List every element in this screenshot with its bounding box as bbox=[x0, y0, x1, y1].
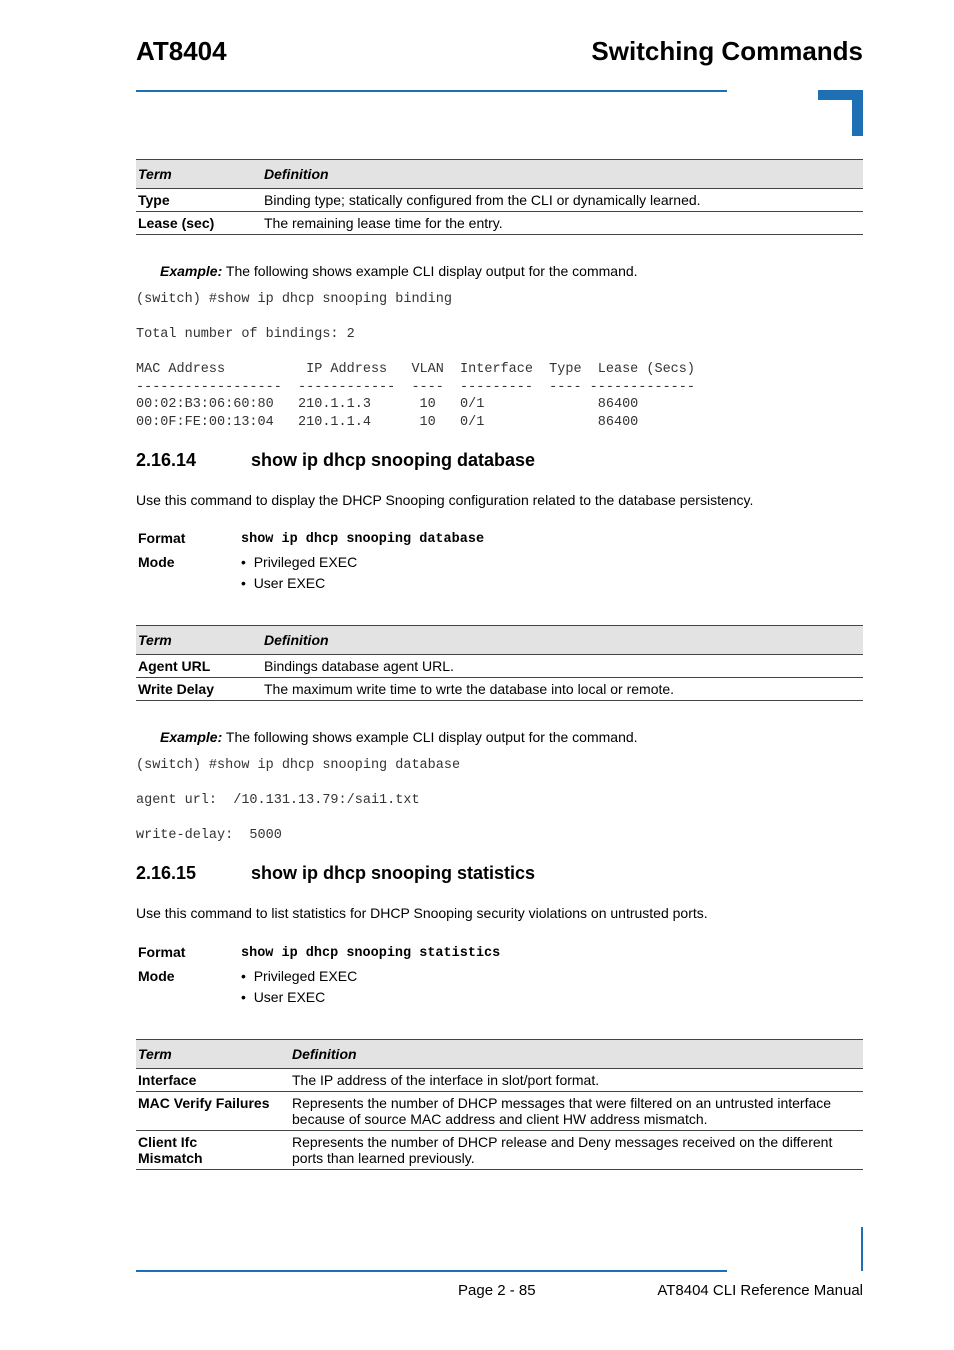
section-title-14: show ip dhcp snooping database bbox=[251, 450, 536, 470]
header-product: AT8404 bbox=[136, 36, 227, 66]
cli-line: 00:0F:FE:00:13:04 210.1.1.4 10 0/1 86400 bbox=[136, 414, 639, 430]
section-title-15: show ip dhcp snooping statistics bbox=[251, 863, 536, 883]
example-text: The following shows example CLI display output for the command. bbox=[222, 263, 638, 279]
cli-line: (switch) #show ip dhcp snooping database bbox=[136, 758, 461, 773]
column-header-term: Term bbox=[136, 1040, 290, 1069]
mode-label: Mode bbox=[138, 968, 175, 984]
cli-line: Total number of bindings: 2 bbox=[136, 327, 355, 342]
footer-page-number: Page 2 - 85 bbox=[458, 1282, 536, 1299]
header-chapter: Switching Commands bbox=[591, 36, 863, 66]
cli-line: MAC Address IP Address VLAN Interface Type Lease (Secs) bbox=[136, 362, 695, 377]
cli-line: 00:02:B3:06:60:80 210.1.1.3 10 0/1 86400 bbox=[136, 397, 639, 412]
term-cell: Client Ifc Mismatch bbox=[136, 1131, 290, 1170]
table-row bbox=[136, 1069, 863, 1092]
definition-table-statistics bbox=[136, 1039, 863, 1170]
cli-line: agent url: /10.131.13.79:/sai1.txt bbox=[136, 793, 420, 808]
term-cell: Type bbox=[136, 189, 262, 212]
mode-item: • Privileged EXEC bbox=[241, 554, 358, 570]
table-row bbox=[136, 189, 863, 212]
definition-cell: The maximum write time to wrte the database into local or remote. bbox=[262, 678, 863, 701]
corner-mark bbox=[818, 90, 863, 136]
footer-rule bbox=[136, 1270, 727, 1272]
format-command: show ip dhcp snooping statistics bbox=[241, 946, 501, 961]
cli-line bbox=[136, 344, 695, 362]
definition-cell: Represents the number of DHCP release and Deny messages received on the different ports than learned previously. bbox=[290, 1131, 863, 1170]
example-caption bbox=[160, 263, 638, 279]
definition-table-binding bbox=[136, 159, 863, 235]
term-cell: MAC Verify Failures bbox=[136, 1092, 290, 1131]
table-row bbox=[136, 678, 863, 701]
example-label: Example: bbox=[160, 263, 223, 279]
table-row bbox=[136, 1092, 863, 1131]
example-label: Example: bbox=[160, 729, 223, 745]
format-command: show ip dhcp snooping database bbox=[241, 532, 485, 547]
definition-cell: Represents the number of DHCP messages that were filtered on an untrusted interface because of source MAC address and client HW address mismatch. bbox=[290, 1092, 863, 1131]
cli-line bbox=[136, 309, 695, 327]
definition-cell: The IP address of the interface in slot/port format. bbox=[290, 1069, 863, 1092]
cli-output-binding bbox=[136, 291, 695, 431]
table-header-row bbox=[136, 626, 863, 655]
cli-line: write-delay: 5000 bbox=[136, 828, 282, 843]
section-description-14: Use this command to display the DHCP Snooping configuration related to the database persistency. bbox=[136, 492, 754, 508]
table-row bbox=[136, 1131, 863, 1170]
cli-line: ------------------ ------------ ---- --------- ---- ------------- bbox=[136, 379, 695, 395]
definition-cell: The remaining lease time for the entry. bbox=[262, 212, 863, 235]
mode-item: • User EXEC bbox=[241, 575, 326, 591]
footer-manual-title: AT8404 CLI Reference Manual bbox=[657, 1282, 863, 1299]
mode-item: • Privileged EXEC bbox=[241, 968, 358, 984]
format-label: Format bbox=[138, 530, 186, 546]
column-header-definition: Definition bbox=[290, 1040, 863, 1069]
mode-label: Mode bbox=[138, 554, 175, 570]
table-row bbox=[136, 212, 863, 235]
term-cell: Agent URL bbox=[136, 655, 262, 678]
example-text: The following shows example CLI display output for the command. bbox=[222, 729, 638, 745]
cli-line: (switch) #show ip dhcp snooping binding bbox=[136, 292, 452, 307]
section-number-15: 2.16.15 bbox=[136, 863, 197, 883]
example-caption bbox=[160, 729, 638, 745]
column-header-term: Term bbox=[136, 160, 262, 189]
footer-corner-mark bbox=[861, 1227, 863, 1271]
term-cell: Interface bbox=[136, 1069, 290, 1092]
table-header-row bbox=[136, 1040, 863, 1069]
cli-output-database bbox=[136, 757, 460, 845]
section-description-15: Use this command to list statistics for DHCP Snooping security violations on untrusted ports. bbox=[136, 905, 708, 921]
cli-line bbox=[136, 810, 460, 828]
term-cell: Write Delay bbox=[136, 678, 262, 701]
definition-cell: Bindings database agent URL. bbox=[262, 655, 863, 678]
cli-line bbox=[136, 775, 460, 793]
definition-cell: Binding type; statically configured from the CLI or dynamically learned. bbox=[262, 189, 863, 212]
column-header-definition: Definition bbox=[262, 160, 863, 189]
format-label: Format bbox=[138, 944, 186, 960]
table-row bbox=[136, 655, 863, 678]
mode-item: • User EXEC bbox=[241, 989, 326, 1005]
term-cell: Lease (sec) bbox=[136, 212, 262, 235]
definition-table-database bbox=[136, 625, 863, 701]
header-rule bbox=[136, 90, 727, 92]
column-header-term: Term bbox=[136, 626, 262, 655]
section-number-14: 2.16.14 bbox=[136, 450, 197, 470]
column-header-definition: Definition bbox=[262, 626, 863, 655]
table-header-row bbox=[136, 160, 863, 189]
